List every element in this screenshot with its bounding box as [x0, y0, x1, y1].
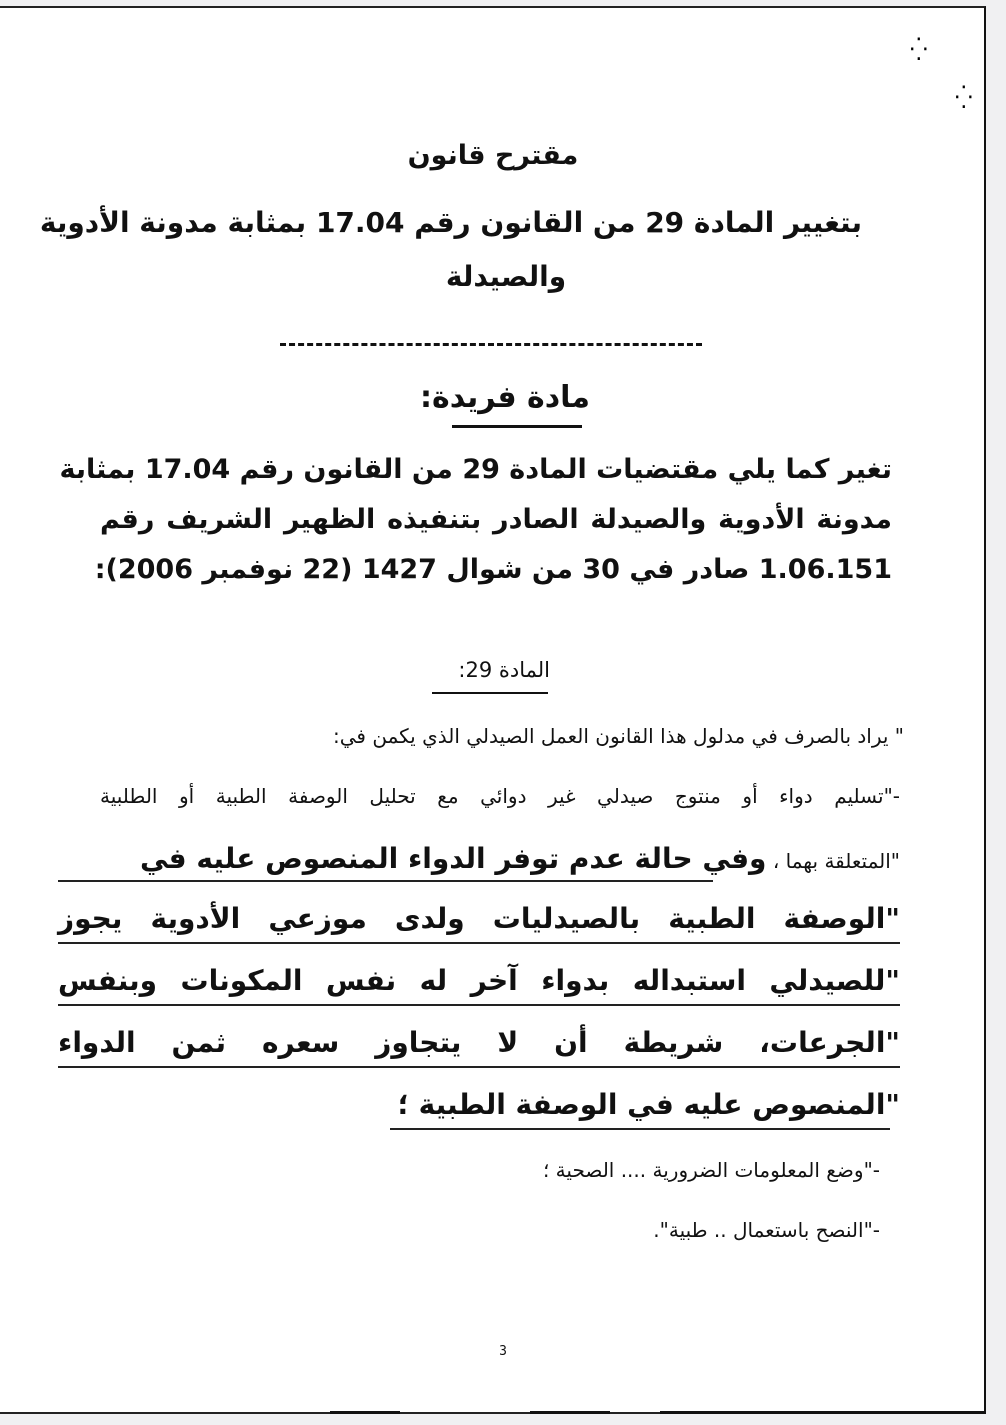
intro-paragraph-line: تغير كما يلي مقتضيات المادة 29 من القانون رقم 17.04 بمثابة: [59, 454, 892, 485]
amendment-underline: [390, 1128, 890, 1130]
section-heading-underline: [452, 425, 582, 428]
amendment-line: "للصيدلي استبداله بدواء آخر له نفس المكونات وبنفس: [58, 964, 900, 997]
amendment-underline: [58, 1066, 900, 1068]
bullet-1-plain-text: "المتعلقة بهما ،: [772, 849, 900, 873]
bullet-1-line-2: [58, 842, 900, 875]
amendment-underline: [58, 1004, 900, 1006]
amendment-line: "المنصوص عليه في الوصفة الطبية ؛: [397, 1088, 900, 1121]
bullet-3: -"النصح باستعمال .. طبية".: [653, 1218, 880, 1242]
document-title: مقترح قانون: [407, 140, 579, 171]
bullet-1-line-1: -"تسليم دواء أو منتوج صيدلي غير دوائي مع تحليل الوصفة الطبية أو الطلبية: [100, 784, 900, 808]
article-title: المادة 29:: [458, 658, 550, 682]
article-title-underline: [432, 692, 548, 694]
scan-artifact: [330, 1411, 400, 1414]
amendment-line: "الجرعات، شريطة أن لا يتجاوز سعره ثمن الدواء: [58, 1026, 900, 1059]
amendment-underline: [58, 880, 713, 882]
amendment-underline: [58, 942, 900, 944]
article-intro: " يراد بالصرف في مدلول هذا القانون العمل الصيدلي الذي يكمن في:: [333, 724, 904, 748]
section-heading: مادة فريدة:: [420, 380, 590, 415]
intro-paragraph-line: مدونة الأدوية والصيدلة الصادر بتنفيذه الظهير الشريف رقم: [100, 504, 892, 535]
document-page: [0, 6, 986, 1414]
bullet-1-added-text: وفي حالة عدم توفر الدواء المنصوص عليه في: [139, 842, 767, 875]
scan-artifact: [660, 1411, 986, 1414]
amendment-line: "الوصفة الطبية بالصيدليات ولدى موزعي الأدوية يجوز: [58, 902, 900, 935]
intro-paragraph-line: 1.06.151 صادر في 30 من شوال 1427 (22 نوفمبر 2006):: [94, 554, 892, 585]
document-subtitle-line1: بتغيير المادة 29 من القانون رقم 17.04 بمثابة مدونة الأدوية: [39, 206, 862, 239]
corner-mark: ⁛: [910, 38, 928, 63]
document-subtitle-line2: والصيدلة: [445, 260, 567, 293]
scan-artifact: [530, 1411, 610, 1414]
corner-mark: ⁛: [955, 86, 973, 111]
bullet-2: -"وضع المعلومات الضرورية .... الصحية ؛: [542, 1158, 880, 1182]
separator-line: [280, 343, 702, 346]
page-number: 3: [499, 1344, 507, 1359]
